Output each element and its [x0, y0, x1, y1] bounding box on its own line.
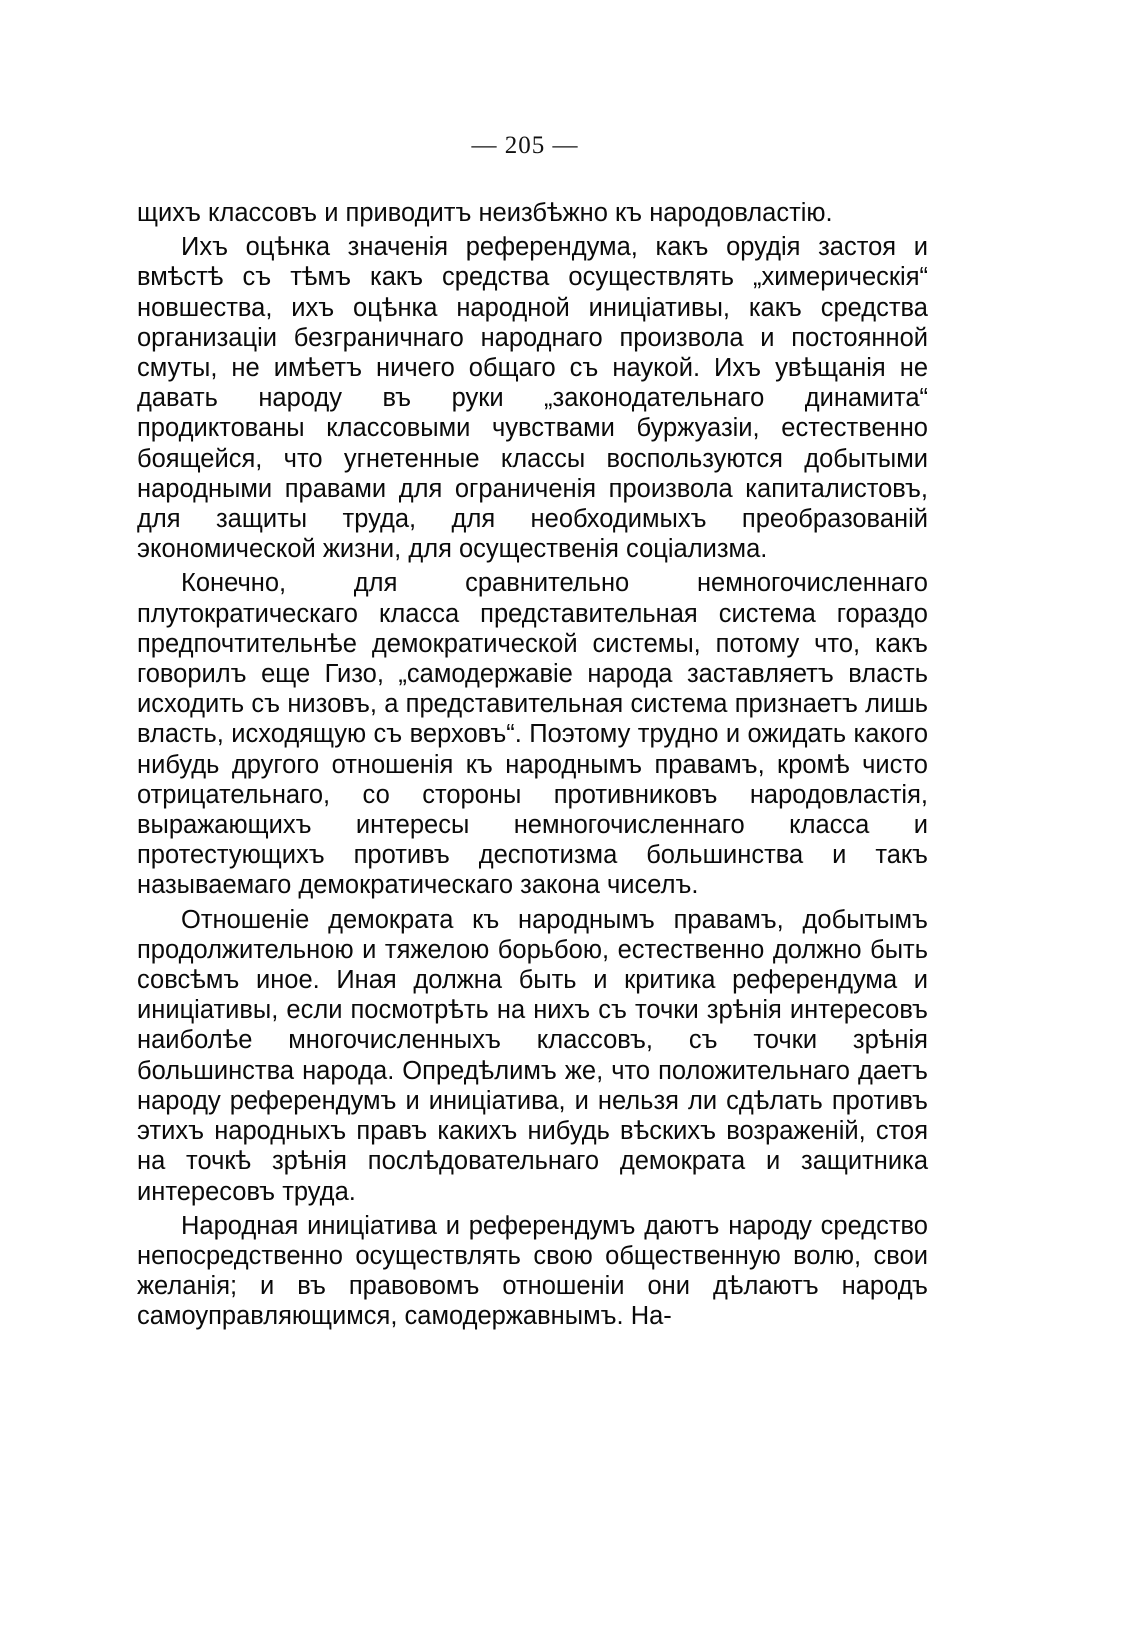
paragraph: Отношеніе демократа къ народнымъ правамъ, добытымъ продолжительною и тяжелою борьбою, естественно должно быть совсѣмъ иное. Иная должна быть и критика референдума и иниціативы, если посмотрѣть на нихъ съ точки зрѣнія интересовъ наиболѣе многочисленныхъ классовъ, съ точки зрѣнія большинства народа. Опредѣлимъ же, что положительнаго даетъ народу референдумъ и иниціатива, и нельзя ли сдѣлать противъ этихъ народныхъ правъ какихъ нибудь вѣскихъ возраженій, стоя на точкѣ зрѣнія послѣдовательнаго демократа и защитника интересовъ труда.	[137, 905, 928, 1206]
paragraph-continuation: щихъ классовъ и приводитъ неизбѣжно къ народовластію.	[137, 199, 833, 227]
paragraph: Конечно, для сравнительно немногочисленнаго плутократическаго класса представительная система гораздо предпочтительнѣе демократической системы, потому что, какъ говорилъ еще Гизо, „самодержавіе народа заставляетъ власть исходить съ низовъ, а представительная система признаетъ лишь власть, исходящую съ верховъ“. Поэтому трудно и ожидать какого нибудь другого отношенія къ народнымъ правамъ, кромѣ чисто отрицательнаго, со стороны противниковъ народовластія, выражающихъ интересы немногочисленнаго класса и протестующихъ противъ деспотизма большинства и такъ называемаго демократическаго закона чиселъ.	[137, 569, 928, 900]
paragraph: Ихъ оцѣнка значенія референдума, какъ орудія застоя и вмѣстѣ съ тѣмъ какъ средства осуществлять „химерическія“ новшества, ихъ оцѣнка народной иниціативы, какъ средства организаціи безграничнаго народнаго произвола и постоянной смуты, не имѣетъ ничего общаго съ наукой. Ихъ увѣщанія не давать народу въ руки „законодательнаго динамита“ продиктованы классовыми чувствами буржуазіи, естественно боящейся, что угнетенные классы воспользуются добытыми народными правами для ограниченія произвола капиталистовъ, для защиты труда, для необходимыхъ преобразованій экономической жизни, для осущественія соціализма.	[137, 233, 928, 564]
page-number: — 205 —	[471, 132, 579, 159]
paragraph: Народная иниціатива и референдумъ даютъ народу средство непосредственно осуществлять свою общественную волю, свои желанія; и въ правовомъ отношеніи они дѣлаютъ народъ самоуправляющимся, самодержавнымъ. На-	[137, 1211, 928, 1331]
body-text	[137, 198, 928, 1332]
